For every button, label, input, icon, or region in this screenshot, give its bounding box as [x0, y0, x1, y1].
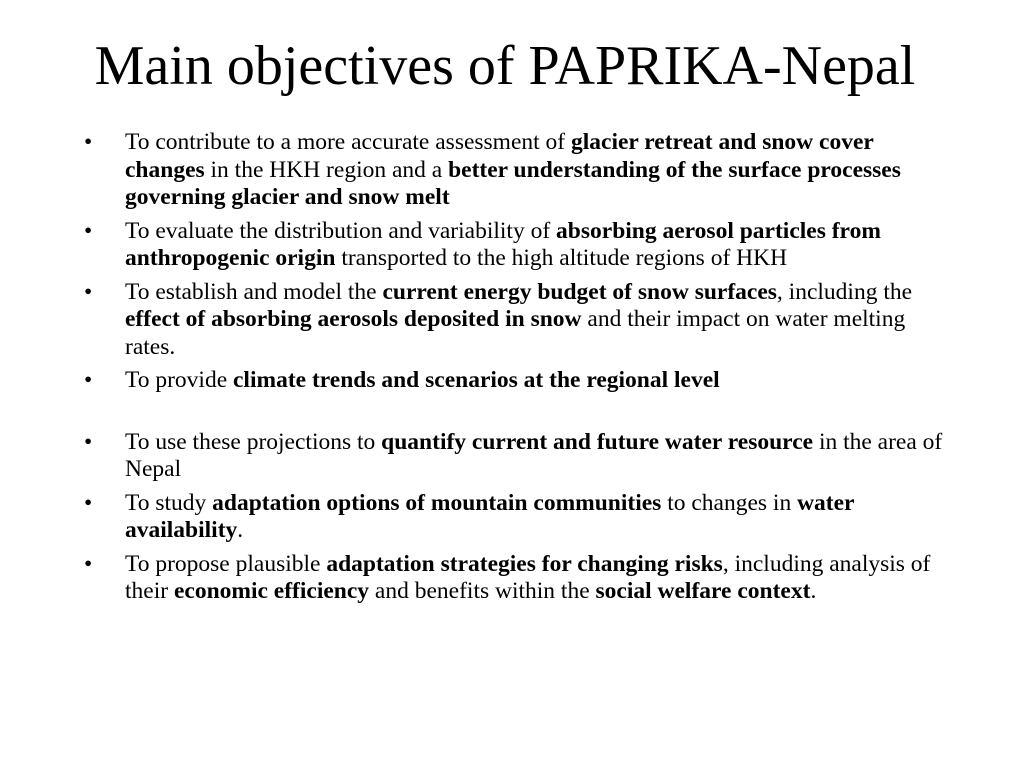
bullet-segment: to changes in: [661, 489, 798, 516]
bullet-text: [125, 429, 942, 483]
bullet-emphasis: adaptation strategies for changing risks: [326, 550, 723, 577]
bullet-item: [84, 279, 944, 362]
bullet-list: [84, 129, 944, 612]
bullet-emphasis: better understanding of the surface processes governing glacier and snow melt: [125, 156, 901, 210]
bullet-segment: To use these projections to: [125, 428, 382, 455]
bullet-marker: •: [84, 217, 93, 244]
bullet-emphasis: effect of absorbing aerosols deposited in snow: [125, 306, 582, 332]
bullet-item: [84, 367, 944, 395]
bullet-marker: •: [84, 428, 93, 455]
bullet-emphasis: adaptation options of mountain communities: [212, 489, 662, 516]
bullet-item: [84, 551, 944, 606]
bullet-segment: and their impact on water melting rates.: [125, 306, 906, 360]
bullet-emphasis: absorbing aerosol particles from anthropogenic origin: [125, 217, 881, 271]
bullet-emphasis: water availability: [125, 489, 855, 543]
bullet-text: [125, 279, 912, 360]
bullet-marker: •: [84, 550, 93, 577]
bullet-item: [84, 129, 944, 212]
bullet-segment: To propose plausible: [125, 550, 327, 577]
bullet-segment: To establish and model the: [125, 278, 383, 305]
bullet-emphasis: social welfare context: [595, 578, 811, 604]
bullet-segment: .: [810, 578, 817, 604]
bullet-emphasis: glacier retreat and snow cover changes: [125, 129, 874, 183]
bullet-text: [125, 551, 930, 605]
bullet-emphasis: economic efficiency: [173, 578, 370, 604]
bullet-segment: in the HKH region and a: [204, 156, 449, 183]
bullet-emphasis: quantify current and future water resource: [381, 428, 814, 455]
bullet-segment: , including analysis of their: [125, 550, 931, 604]
bullet-emphasis: climate trends and scenarios at the regional level: [233, 367, 720, 393]
bullet-text: [125, 129, 901, 210]
bullet-segment: To provide: [125, 367, 233, 393]
bullet-emphasis: current energy budget of snow surfaces: [382, 278, 777, 305]
bullet-text: [125, 367, 720, 393]
bullet-segment: To evaluate the distribution and variability of: [125, 217, 557, 244]
bullet-marker: •: [84, 278, 93, 305]
bullet-item: [84, 429, 944, 484]
bullet-segment: in the area of Nepal: [125, 428, 943, 482]
bullet-text: [125, 218, 881, 272]
bullet-item: [84, 490, 944, 545]
bullet-segment: transported to the high altitude regions of HKH: [335, 245, 788, 271]
bullet-segment: To study: [125, 489, 213, 516]
bullet-marker: •: [84, 367, 93, 393]
slide-title: Main objectives of PAPRIKA-Nepal: [94, 35, 916, 97]
bullet-segment: and benefits within the: [369, 578, 596, 604]
bullet-marker: •: [84, 129, 93, 155]
bullet-segment: , including the: [776, 278, 913, 305]
bullet-segment: To contribute to a more accurate assessment of: [125, 129, 571, 155]
bullet-text: [125, 490, 854, 544]
bullet-segment: .: [237, 517, 244, 543]
bullet-item: [84, 218, 944, 273]
bullet-marker: •: [84, 489, 93, 516]
